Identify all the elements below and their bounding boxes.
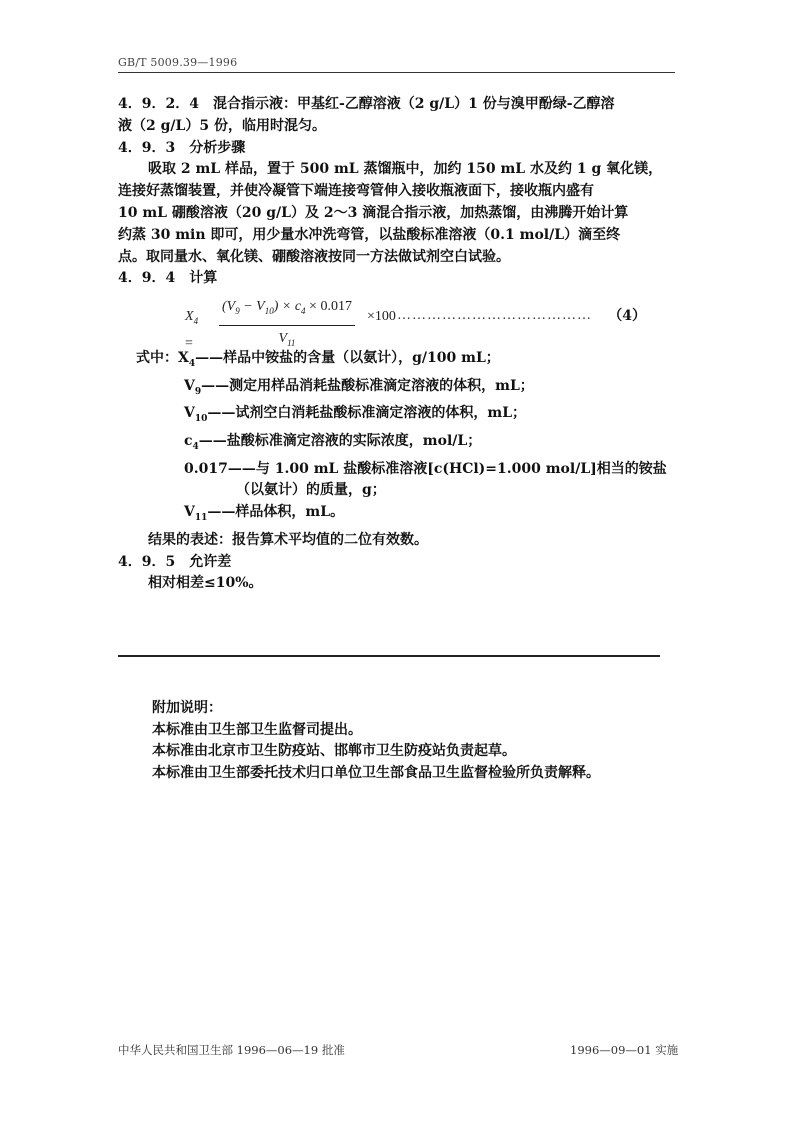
notes-title: 附加说明：	[152, 700, 222, 716]
formula-leader-dots: …………………………………	[397, 308, 592, 324]
section-4-9-2-4-heading: 4．9．2．4 混合指示液：甲基红-乙醇溶液（2 g/L）1 份与溴甲酚绿-乙醇溶	[118, 96, 615, 112]
analysis-steps-line-3: 10 mL 硼酸溶液（20 g/L）及 2～3 滴混合指示液，加热蒸馏，由沸腾开始计算	[118, 204, 629, 221]
formula-fraction	[219, 296, 355, 354]
variable-x4: 式中：$X_4——$样品中铵盐的含量（以氨计），g/100 mL；	[136, 350, 500, 369]
notes-line-3: 本标准由卫生部委托技术归口单位卫生部食品卫生监督检验所负责解释。	[152, 764, 600, 781]
variable-v9: $V_9——$测定用样品消耗盐酸标准滴定溶液的体积，mL；	[184, 377, 534, 397]
notes-separator-rule	[118, 655, 660, 657]
section-4-9-5-heading: 4．9．5 允许差	[118, 553, 232, 570]
formula-4	[118, 292, 678, 351]
section-4-9-3-heading: 4．9．3 分析步骤	[118, 139, 246, 156]
approval-footer: 中华人民共和国卫生部 1996—06—19 批准	[118, 1043, 345, 1057]
variable-v10: $V_{10}——$试剂空白消耗盐酸标准滴定溶液的体积，mL；	[184, 405, 527, 425]
formula-number: （4）	[608, 308, 646, 325]
formula-numerator: $(V_9 - V_{10}) \times c_4 \times 0.017$	[219, 296, 355, 326]
header-rule	[118, 72, 675, 73]
tolerance-text: 相对相差≤10%。	[148, 575, 263, 592]
variable-c4: $c_4——$盐酸标准滴定溶液的实际浓度，mol/L；	[184, 432, 482, 452]
additional-notes	[152, 698, 600, 784]
formula-lhs: $X_4$ =	[185, 309, 199, 351]
analysis-steps-line-2: 连接好蒸馏装置，并使冷凝管下端连接弯管伸入接收瓶液面下，接收瓶内盛有	[118, 183, 594, 200]
variable-v11: $V_{11}——$样品体积，mL。	[184, 504, 345, 523]
section-4-9-4-heading: 4．9．4 计算	[118, 270, 218, 287]
analysis-steps-line-5: 点。取同量水、氧化镁、硼酸溶液按同一方法做试剂空白试验。	[118, 248, 510, 265]
formula-times-100: ×100	[367, 309, 396, 325]
formula-denominator: $V_{11}$	[278, 330, 296, 348]
notes-line-2: 本标准由北京市卫生防疫站、邯郸市卫生防疫站负责起草。	[152, 743, 516, 759]
variable-0-017-continuation: （以氨计）的质量，g；	[236, 482, 386, 499]
section-4-9-2-4-continuation: 液（2 g/L）5 份，临用时混匀。	[118, 117, 326, 134]
notes-line-1: 本标准由卫生部卫生监督司提出。	[152, 721, 362, 738]
document-body	[118, 94, 678, 595]
implementation-footer: 1996—09—01 实施	[570, 1043, 679, 1057]
analysis-steps-line-4: 约蒸 30 min 即可，用少量水冲洗弯管，以盐酸标准溶液（0.1 mol/L）滴至终	[118, 226, 621, 243]
analysis-steps-line-1: 吸取 2 mL 样品，置于 500 mL 蒸馏瓶中，加约 150 mL 水及约 1 g 氧化镁，	[148, 161, 663, 178]
standard-code-header: GB/T 5009.39—1996	[118, 56, 238, 69]
variable-0-017: 0.017——与 1.00 mL 盐酸标准溶液[c(HCl)=1.000 mol/L]相当的铵盐	[184, 460, 667, 477]
result-statement: 结果的表述：报告算术平均值的二位有效数。	[148, 531, 428, 548]
where-label: 式中：	[136, 350, 178, 367]
variable-definitions	[136, 348, 678, 530]
